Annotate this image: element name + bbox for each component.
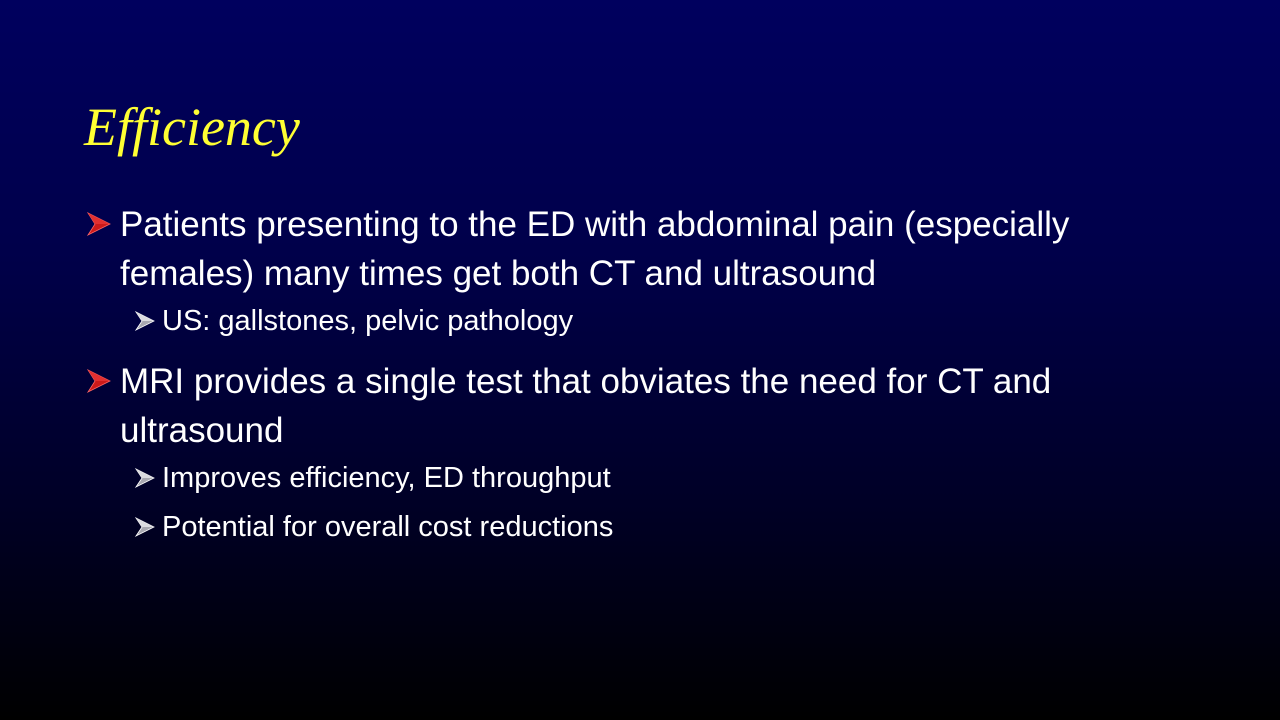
- arrowhead-bullet-icon: [86, 211, 112, 237]
- sub-bullet-text: US: gallstones, pelvic pathology: [162, 305, 574, 337]
- sub-bullet-text: Improves efficiency, ED throughput: [162, 462, 611, 494]
- slide-body: [86, 200, 1186, 557]
- arrowhead-bullet-icon: [86, 368, 112, 394]
- sub-bullet-item: [86, 459, 1186, 497]
- slide-title: Efficiency: [84, 97, 300, 157]
- sub-bullet-item: [86, 302, 1186, 340]
- arrowhead-bullet-icon: [134, 467, 156, 489]
- arrowhead-bullet-icon: [134, 310, 156, 332]
- bullet-text: MRI provides a single test that obviates the need for CT and ultrasound: [120, 362, 1052, 450]
- arrowhead-bullet-icon: [134, 516, 156, 538]
- sub-bullet-text: Potential for overall cost reductions: [162, 511, 614, 543]
- sub-bullet-item: [86, 508, 1186, 546]
- bullet-text: Patients presenting to the ED with abdominal pain (especially females) many times get both CT and ultrasound: [120, 205, 1070, 293]
- bullet-item: [86, 200, 1186, 298]
- bullet-item: [86, 357, 1186, 455]
